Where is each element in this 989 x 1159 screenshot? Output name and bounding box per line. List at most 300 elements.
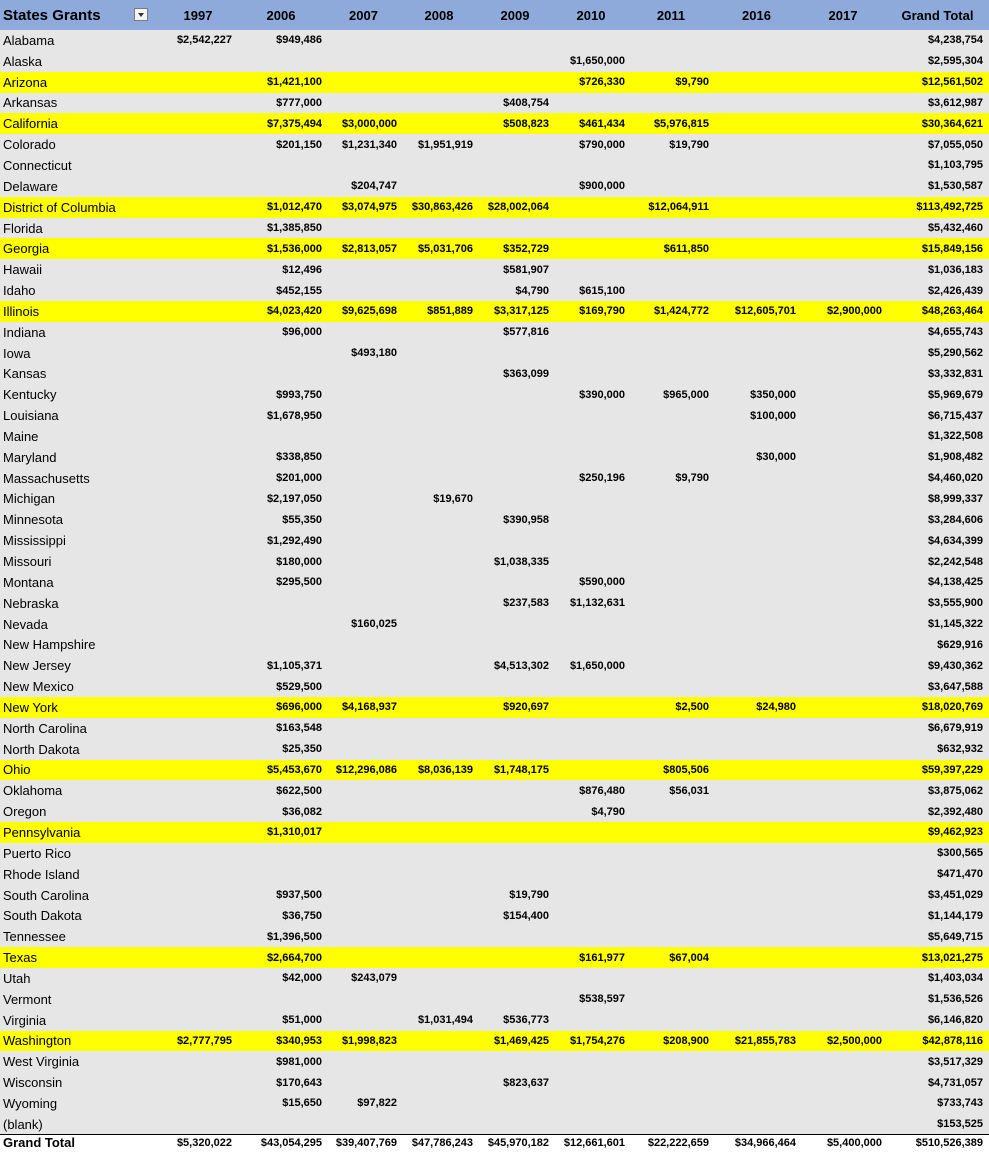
grand-total-cell[interactable]: $12,661,601 [553,1135,629,1151]
value-cell[interactable] [401,739,477,760]
value-cell[interactable] [401,113,477,134]
grand-total-overall[interactable]: $510,526,389 [886,1135,989,1151]
value-cell[interactable] [629,426,713,447]
value-cell[interactable] [800,1114,886,1135]
grand-total-cell[interactable]: $5,320,022 [160,1135,236,1151]
value-cell[interactable] [326,1114,401,1135]
value-cell[interactable] [553,509,629,530]
value-cell[interactable] [477,489,553,510]
row-total-cell[interactable]: $2,392,480 [927,805,983,818]
column-header[interactable]: 2016 [742,7,771,23]
state-label[interactable]: District of Columbia [3,199,116,215]
value-cell[interactable] [800,822,886,843]
value-cell[interactable] [401,364,477,385]
column-header[interactable]: 2009 [500,7,530,23]
value-cell[interactable] [713,72,800,93]
row-total-cell[interactable]: $3,647,588 [927,680,983,693]
value-cell[interactable] [326,864,401,885]
value-cell[interactable] [326,655,401,676]
value-cell[interactable] [477,718,553,739]
value-cell[interactable] [800,634,886,655]
state-label[interactable]: Oregon [3,804,47,820]
value-cell[interactable] [713,280,800,301]
value-cell[interactable]: $965,000 [663,388,709,401]
value-cell[interactable]: $408,754 [503,96,549,109]
value-cell[interactable] [477,801,553,822]
value-cell[interactable]: $581,907 [503,263,549,276]
value-cell[interactable] [477,676,553,697]
state-label[interactable]: Puerto Rico [3,845,71,861]
value-cell[interactable] [160,634,236,655]
value-cell[interactable]: $5,031,706 [417,242,473,255]
state-label[interactable]: New York [3,699,58,715]
value-cell[interactable] [326,468,401,489]
value-cell[interactable] [629,259,713,280]
value-cell[interactable] [629,447,713,468]
value-cell[interactable] [713,343,800,364]
row-total-cell[interactable]: $4,138,425 [927,576,983,589]
value-cell[interactable]: $615,100 [579,284,625,297]
value-cell[interactable]: $100,000 [750,409,796,422]
value-cell[interactable] [553,1010,629,1031]
value-cell[interactable] [160,676,236,697]
value-cell[interactable] [477,1093,553,1114]
value-cell[interactable] [800,989,886,1010]
value-cell[interactable] [800,509,886,530]
value-cell[interactable] [401,322,477,343]
value-cell[interactable]: $12,605,701 [734,305,796,318]
value-cell[interactable] [713,989,800,1010]
state-label[interactable]: Ohio [3,762,31,778]
state-label[interactable]: Pennsylvania [3,824,81,840]
value-cell[interactable] [160,134,236,155]
value-cell[interactable]: $154,400 [503,909,549,922]
row-total-cell[interactable]: $6,679,919 [927,722,983,735]
value-cell[interactable]: $30,000 [756,451,796,464]
value-cell[interactable] [326,634,401,655]
value-cell[interactable]: $590,000 [579,576,625,589]
row-total-cell[interactable]: $6,146,820 [927,1014,983,1027]
grand-total-cell[interactable]: $43,054,295 [236,1135,326,1151]
value-cell[interactable] [553,614,629,635]
value-cell[interactable] [477,614,553,635]
value-cell[interactable] [553,822,629,843]
value-cell[interactable]: $1,469,425 [493,1034,549,1047]
value-cell[interactable]: $1,012,470 [266,201,322,214]
value-cell[interactable]: $1,536,000 [266,242,322,255]
value-cell[interactable] [553,718,629,739]
value-cell[interactable] [800,468,886,489]
value-cell[interactable]: $823,637 [503,1076,549,1089]
state-label[interactable]: Maryland [3,449,57,465]
state-label[interactable]: Kentucky [3,387,57,403]
value-cell[interactable] [553,238,629,259]
value-cell[interactable] [160,926,236,947]
value-cell[interactable] [477,926,553,947]
value-cell[interactable] [401,593,477,614]
row-total-cell[interactable]: $471,470 [937,868,983,881]
value-cell[interactable] [401,572,477,593]
value-cell[interactable] [553,364,629,385]
value-cell[interactable]: $8,036,139 [417,763,473,776]
state-label[interactable]: Tennessee [3,929,66,945]
value-cell[interactable] [800,218,886,239]
value-cell[interactable] [160,530,236,551]
value-cell[interactable] [401,530,477,551]
value-cell[interactable] [629,155,713,176]
value-cell[interactable] [326,739,401,760]
value-cell[interactable] [800,551,886,572]
state-label[interactable]: Delaware [3,178,58,194]
value-cell[interactable] [713,739,800,760]
value-cell[interactable] [713,885,800,906]
row-total-cell[interactable]: $18,020,769 [921,701,983,714]
value-cell[interactable] [477,405,553,426]
value-cell[interactable]: $169,790 [579,305,625,318]
state-label[interactable]: Missouri [3,554,52,570]
state-label[interactable]: Kansas [3,366,47,382]
row-total-cell[interactable]: $1,036,183 [927,263,983,276]
value-cell[interactable]: $363,099 [503,367,549,380]
value-cell[interactable] [326,905,401,926]
value-cell[interactable]: $851,889 [427,305,473,318]
state-label[interactable]: Massachusetts [3,470,90,486]
value-cell[interactable] [477,739,553,760]
value-cell[interactable] [553,1051,629,1072]
value-cell[interactable]: $1,951,919 [417,138,473,151]
value-cell[interactable] [326,801,401,822]
value-cell[interactable]: $696,000 [276,701,322,714]
value-cell[interactable]: $4,790 [515,284,549,297]
value-cell[interactable] [401,1072,477,1093]
value-cell[interactable] [713,947,800,968]
value-cell[interactable] [800,364,886,385]
value-cell[interactable] [160,72,236,93]
state-label[interactable]: Virginia [3,1012,47,1028]
value-cell[interactable] [326,718,401,739]
state-label[interactable]: Montana [3,574,54,590]
value-cell[interactable] [553,905,629,926]
value-cell[interactable] [160,489,236,510]
state-label[interactable]: Louisiana [3,408,59,424]
value-cell[interactable] [800,843,886,864]
value-cell[interactable] [629,176,713,197]
value-cell[interactable]: $2,500 [675,701,709,714]
row-total-cell[interactable]: $1,144,179 [927,909,983,922]
value-cell[interactable] [553,551,629,572]
value-cell[interactable] [236,614,326,635]
row-total-cell[interactable]: $1,908,482 [927,451,983,464]
row-total-cell[interactable]: $3,517,329 [927,1055,983,1068]
value-cell[interactable] [629,343,713,364]
value-cell[interactable] [713,93,800,114]
row-total-cell[interactable]: $300,565 [937,847,983,860]
row-total-cell[interactable]: $1,103,795 [927,159,983,172]
column-header[interactable]: 2017 [828,7,858,23]
value-cell[interactable] [160,697,236,718]
value-cell[interactable]: $180,000 [276,555,322,568]
value-cell[interactable] [713,364,800,385]
value-cell[interactable] [160,760,236,781]
value-cell[interactable] [160,301,236,322]
value-cell[interactable] [553,218,629,239]
value-cell[interactable] [800,489,886,510]
value-cell[interactable] [160,822,236,843]
row-total-cell[interactable]: $9,462,923 [927,826,983,839]
value-cell[interactable]: $161,977 [579,951,625,964]
value-cell[interactable] [629,905,713,926]
value-cell[interactable] [629,51,713,72]
value-cell[interactable]: $790,000 [579,138,625,151]
row-total-cell[interactable]: $3,555,900 [927,597,983,610]
column-header[interactable]: 1997 [183,7,213,23]
value-cell[interactable] [160,968,236,989]
value-cell[interactable] [713,1072,800,1093]
value-cell[interactable]: $4,023,420 [266,305,322,318]
value-cell[interactable] [713,968,800,989]
value-cell[interactable]: $777,000 [276,96,322,109]
row-total-cell[interactable]: $4,238,754 [927,34,983,47]
value-cell[interactable] [160,155,236,176]
value-cell[interactable] [160,655,236,676]
value-cell[interactable] [800,926,886,947]
value-cell[interactable]: $9,625,698 [341,305,397,318]
value-cell[interactable] [713,30,800,51]
value-cell[interactable] [326,676,401,697]
state-label[interactable]: (blank) [3,1116,43,1132]
value-cell[interactable] [160,322,236,343]
value-cell[interactable]: $726,330 [579,76,625,89]
state-label[interactable]: Nevada [3,616,48,632]
value-cell[interactable]: $2,542,227 [176,34,232,47]
value-cell[interactable] [477,218,553,239]
value-cell[interactable] [160,989,236,1010]
state-label[interactable]: Hawaii [3,262,43,278]
value-cell[interactable] [326,989,401,1010]
value-cell[interactable] [326,509,401,530]
value-cell[interactable] [236,343,326,364]
state-label[interactable]: Washington [3,1033,72,1049]
value-cell[interactable] [713,780,800,801]
value-cell[interactable] [553,926,629,947]
state-label[interactable]: New Mexico [3,679,74,695]
value-cell[interactable] [236,843,326,864]
value-cell[interactable]: $21,855,783 [734,1034,796,1047]
value-cell[interactable] [160,218,236,239]
state-label[interactable]: Georgia [3,241,50,257]
value-cell[interactable] [477,843,553,864]
value-cell[interactable] [629,1114,713,1135]
value-cell[interactable]: $1,748,175 [493,763,549,776]
row-total-cell[interactable]: $3,612,987 [927,96,983,109]
value-cell[interactable] [401,780,477,801]
value-cell[interactable] [160,1051,236,1072]
value-cell[interactable]: $390,000 [579,388,625,401]
value-cell[interactable] [326,51,401,72]
value-cell[interactable] [800,905,886,926]
row-total-cell[interactable]: $6,715,437 [927,409,983,422]
state-label[interactable]: South Carolina [3,887,89,903]
value-cell[interactable] [401,885,477,906]
row-total-cell[interactable]: $1,536,526 [927,993,983,1006]
value-cell[interactable] [800,614,886,635]
value-cell[interactable] [553,739,629,760]
value-cell[interactable] [401,634,477,655]
value-cell[interactable]: $390,958 [503,513,549,526]
value-cell[interactable]: $4,790 [591,805,625,818]
state-label[interactable]: Minnesota [3,512,63,528]
value-cell[interactable] [401,676,477,697]
value-cell[interactable]: $340,953 [276,1034,322,1047]
value-cell[interactable]: $1,754,276 [569,1034,625,1047]
state-label[interactable]: Alaska [3,53,43,69]
value-cell[interactable] [160,468,236,489]
value-cell[interactable] [553,447,629,468]
value-cell[interactable] [800,968,886,989]
value-cell[interactable] [326,885,401,906]
state-label[interactable]: Mississippi [3,533,66,549]
value-cell[interactable] [326,364,401,385]
state-label[interactable]: Michigan [3,491,56,507]
value-cell[interactable]: $1,292,490 [266,534,322,547]
value-cell[interactable] [629,489,713,510]
value-cell[interactable] [713,822,800,843]
value-cell[interactable]: $201,150 [276,138,322,151]
value-cell[interactable]: $97,822 [357,1097,397,1110]
value-cell[interactable] [553,1093,629,1114]
row-total-cell[interactable]: $1,145,322 [927,618,983,631]
value-cell[interactable] [553,426,629,447]
value-cell[interactable] [477,51,553,72]
value-cell[interactable] [713,593,800,614]
value-cell[interactable] [477,864,553,885]
value-cell[interactable] [160,801,236,822]
value-cell[interactable]: $538,597 [579,993,625,1006]
column-header[interactable]: 2006 [266,7,296,23]
value-cell[interactable] [800,51,886,72]
value-cell[interactable] [477,1114,553,1135]
state-label[interactable]: North Carolina [3,720,87,736]
state-label[interactable]: Texas [3,950,37,966]
value-cell[interactable] [800,134,886,155]
value-cell[interactable] [629,93,713,114]
value-cell[interactable] [629,364,713,385]
value-cell[interactable]: $237,583 [503,597,549,610]
value-cell[interactable] [800,280,886,301]
value-cell[interactable] [326,822,401,843]
value-cell[interactable] [800,885,886,906]
value-cell[interactable]: $24,980 [756,701,796,714]
value-cell[interactable] [629,1051,713,1072]
value-cell[interactable] [713,718,800,739]
value-cell[interactable] [160,1072,236,1093]
value-cell[interactable] [800,113,886,134]
value-cell[interactable] [629,676,713,697]
value-cell[interactable] [800,655,886,676]
value-cell[interactable] [713,634,800,655]
value-cell[interactable]: $805,506 [663,763,709,776]
value-cell[interactable] [629,718,713,739]
value-cell[interactable] [477,947,553,968]
value-cell[interactable] [713,197,800,218]
value-cell[interactable] [629,218,713,239]
row-total-cell[interactable]: $5,649,715 [927,930,983,943]
value-cell[interactable] [629,968,713,989]
value-cell[interactable] [800,530,886,551]
value-cell[interactable] [553,343,629,364]
value-cell[interactable]: $611,850 [663,242,709,255]
state-label[interactable]: California [3,116,58,132]
value-cell[interactable] [800,30,886,51]
value-cell[interactable] [160,384,236,405]
value-cell[interactable] [401,72,477,93]
value-cell[interactable] [553,634,629,655]
value-cell[interactable] [160,259,236,280]
state-label[interactable]: Wyoming [3,1095,58,1111]
value-cell[interactable] [236,989,326,1010]
value-cell[interactable]: $55,350 [282,513,322,526]
value-cell[interactable]: $30,863,426 [411,201,473,214]
value-cell[interactable]: $352,729 [503,242,549,255]
grand-total-label[interactable]: Grand Total [0,1135,160,1151]
value-cell[interactable] [800,739,886,760]
value-cell[interactable] [713,322,800,343]
value-cell[interactable] [326,447,401,468]
value-cell[interactable] [713,51,800,72]
state-label[interactable]: Wisconsin [3,1075,63,1091]
value-cell[interactable] [160,593,236,614]
value-cell[interactable]: $201,000 [276,472,322,485]
value-cell[interactable] [160,509,236,530]
value-cell[interactable] [629,405,713,426]
value-cell[interactable] [326,30,401,51]
row-total-cell[interactable]: $1,322,508 [927,430,983,443]
value-cell[interactable] [713,926,800,947]
state-label[interactable]: Nebraska [3,595,59,611]
value-cell[interactable] [401,843,477,864]
value-cell[interactable]: $5,976,815 [653,117,709,130]
value-cell[interactable] [401,822,477,843]
row-total-cell[interactable]: $48,263,464 [921,305,983,318]
value-cell[interactable]: $2,813,057 [341,242,397,255]
state-label[interactable]: Maine [3,428,39,444]
value-cell[interactable] [713,614,800,635]
state-label[interactable]: Alabama [3,32,55,48]
value-cell[interactable] [477,155,553,176]
value-cell[interactable] [401,343,477,364]
value-cell[interactable] [553,864,629,885]
value-cell[interactable]: $250,196 [579,472,625,485]
value-cell[interactable] [401,905,477,926]
value-cell[interactable] [160,1114,236,1135]
value-cell[interactable] [553,489,629,510]
filter-dropdown-icon[interactable] [134,8,148,21]
value-cell[interactable] [553,885,629,906]
row-total-cell[interactable]: $42,878,116 [922,1034,983,1047]
value-cell[interactable]: $204,747 [351,180,397,193]
value-cell[interactable] [553,155,629,176]
value-cell[interactable] [477,780,553,801]
value-cell[interactable] [160,1093,236,1114]
grand-total-column-header[interactable]: Grand Total [901,7,974,23]
value-cell[interactable]: $2,900,000 [826,305,882,318]
row-total-cell[interactable]: $153,525 [937,1118,983,1131]
value-cell[interactable] [160,51,236,72]
value-cell[interactable] [477,384,553,405]
value-cell[interactable]: $96,000 [282,326,322,339]
row-total-cell[interactable]: $30,364,621 [921,117,983,130]
value-cell[interactable] [160,426,236,447]
